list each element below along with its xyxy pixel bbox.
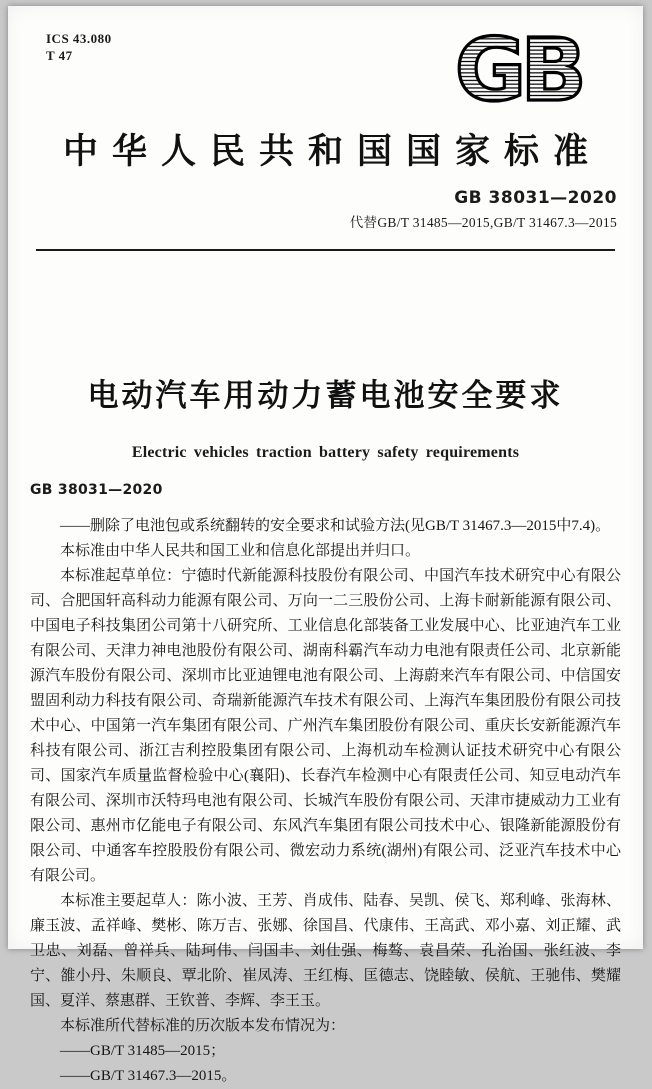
drafting-organizations-paragraph: 本标准起草单位：宁德时代新能源科技股份有限公司、中国汽车技术研究中心有限公司、合肥国轩高科动力能源有限公司、万向一二三股份公司、上海卡耐新能源有限公司、中国电子科技集团公司第十八研究所、工业信息化部装备工业发展中心、比亚迪汽车工业有限公司、天津力神电池股份有限公司、湖南科霸汽车动力电池有限责任公司、北京新能源汽车股份有限公司、深圳市比亚迪锂电池有限公司、上海蔚来汽车有限公司、中信国安盟固利动力科技有限公司、奇瑞新能源汽车技术有限公司、上海汽车集团股份有限公司技术中心、中国第一汽车集团有限公司、广州汽车集团股份有限公司、重庆长安新能源汽车科技有限公司、浙江吉利控股集团有限公司、上海机动车检测认证技术研究中心有限公司、国家汽车质量监督检验中心(襄阳)、长春汽车检测中心有限责任公司、知豆电动汽车有限公司、深圳市沃特玛电池有限公司、长城汽车股份有限公司、天津市捷威动力工业有限公司、惠州市亿能电子有限公司、东风汽车集团有限公司技术中心、银隆新能源股份有限公司、中通客车控股股份有限公司、微宏动力系统(湖州)有限公司、泛亚汽车技术中心有限公司。 (30, 568, 621, 884)
document-page (8, 6, 643, 1084)
history-item-2: ——GB/T 31467.3—2015。 (60, 1068, 237, 1084)
ics-classification (46, 30, 112, 64)
foreword-change-item: ——删除了电池包或系统翻转的安全要求和试验方法(见GB/T 31467.3—2015中7.4)。 (60, 518, 611, 534)
standard-number-block (350, 188, 617, 231)
document-title-chinese: 电动汽车用动力蓄电池安全要求 (87, 378, 564, 414)
ics-code: ICS 43.080 (46, 31, 112, 46)
history-intro-paragraph: 本标准所代替标准的历次版本发布情况为： (60, 1018, 346, 1034)
foreword-text (30, 514, 621, 1089)
gb-logo-text: GB (454, 22, 582, 118)
document-body (30, 482, 621, 1089)
issuing-authority-paragraph: 本标准由中华人民共和国工业和信息化部提出并归口。 (60, 543, 421, 559)
drafters-paragraph: 本标准主要起草人：陈小波、王芳、肖成伟、陆春、吴凯、侯飞、郑利峰、张海林、廉玉波、孟祥峰、樊彬、陈万吉、张娜、徐国昌、代康伟、王高武、邓小嘉、刘正耀、武卫忠、刘磊、曾祥兵、陆珂伟、闫国丰、刘仕强、梅骜、袁昌荣、孔治国、张红波、李宁、雒小丹、朱顺良、覃北阶、崔凤涛、王红梅、匡德志、饶睦敏、侯航、王驰伟、樊耀国、夏洋、蔡惠群、王钦普、李辉、李王玉。 (30, 893, 621, 1009)
replaced-standards: 代替GB/T 31485—2015,GB/T 31467.3—2015 (349, 215, 617, 230)
standard-number: GB 38031—2020 (454, 188, 617, 208)
running-standard-number: GB 38031—2020 (30, 482, 163, 498)
gb-standard-logo-icon (433, 22, 603, 118)
classification-code: T 47 (46, 48, 73, 63)
national-standard-heading: 中华人民共和国国家标准 (62, 132, 602, 171)
header-divider (36, 249, 615, 251)
history-item-1: ——GB/T 31485—2015； (60, 1043, 226, 1059)
document-title-english: Electric vehicles traction battery safety requirements (131, 444, 520, 461)
